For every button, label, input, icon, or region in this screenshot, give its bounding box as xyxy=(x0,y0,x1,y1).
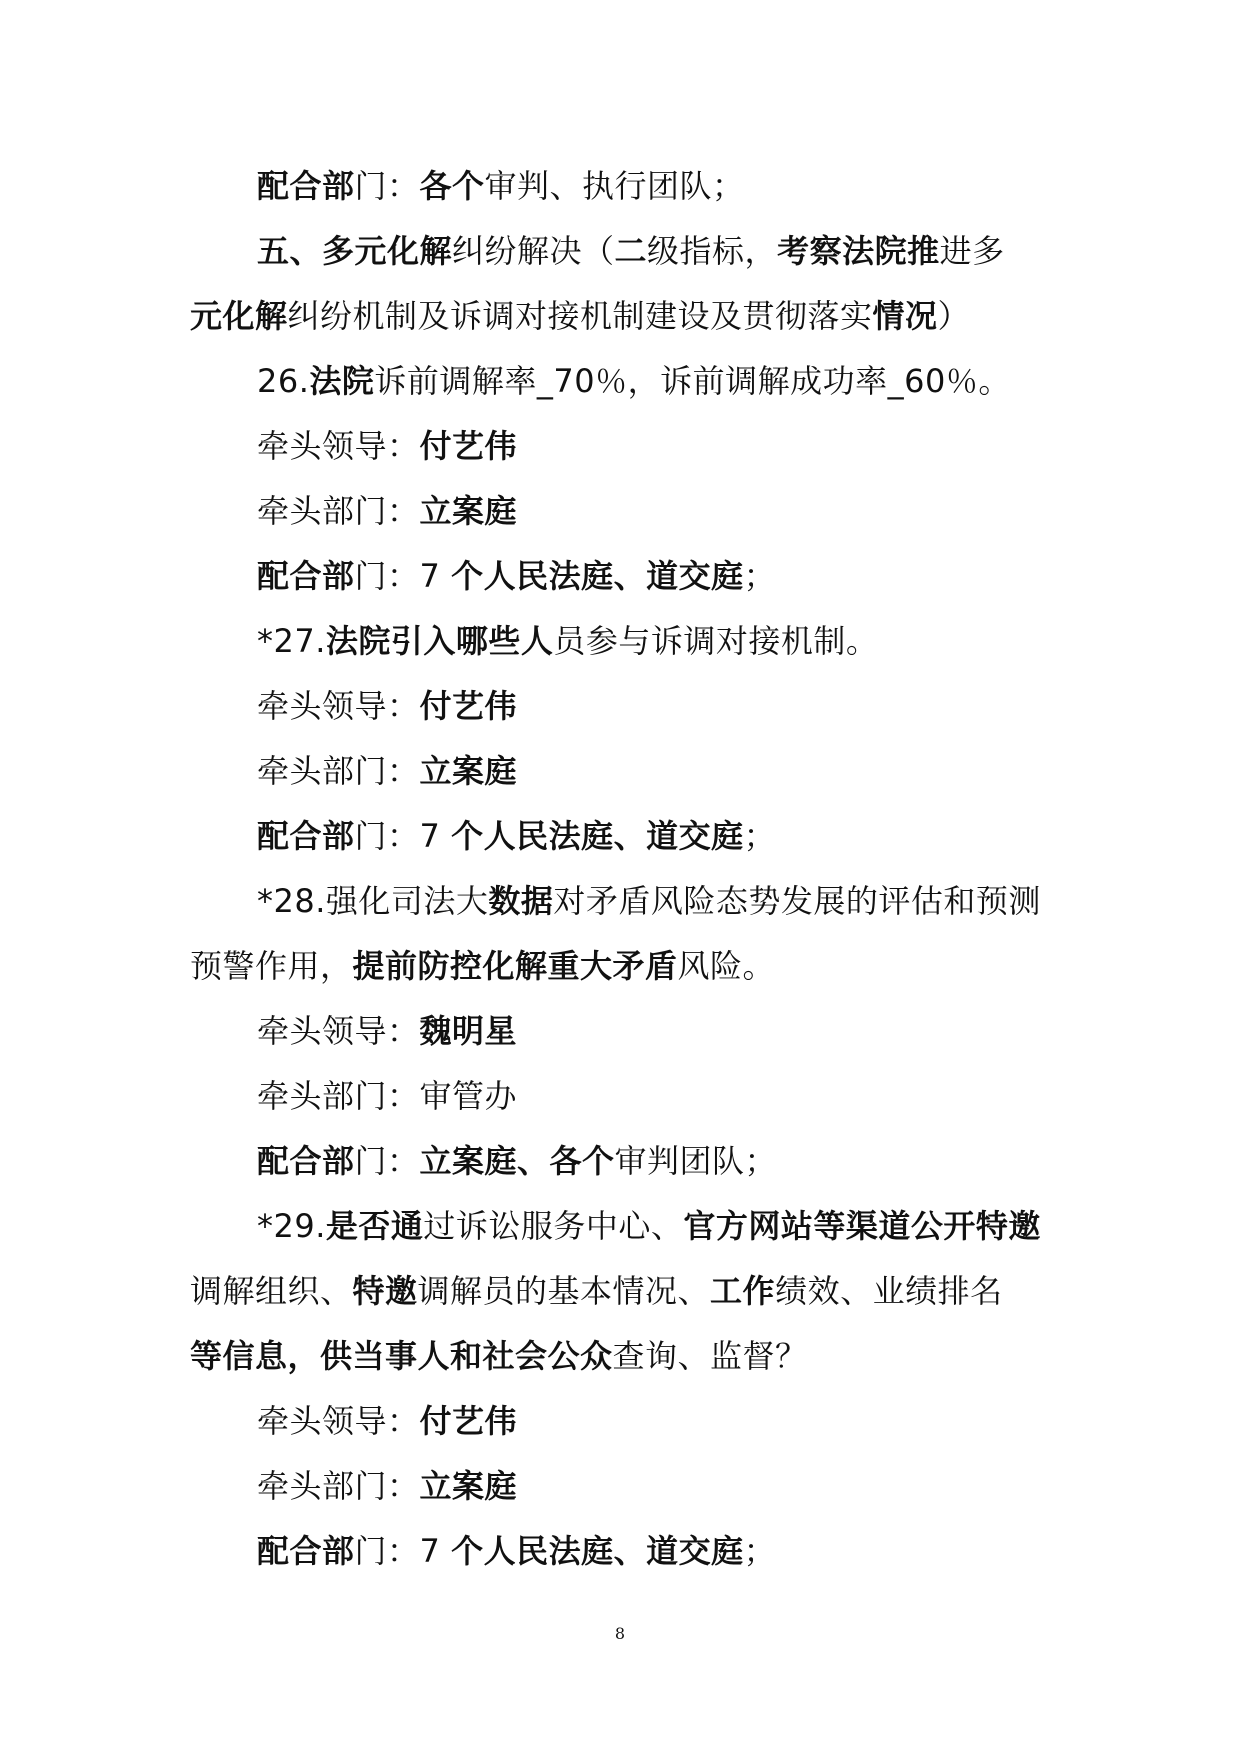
bold-text-segment: 考察法院推 xyxy=(777,232,940,270)
bold-text-segment: 魏明星 xyxy=(419,1012,518,1050)
text-segment: 牵头部门：审管办 xyxy=(257,1077,518,1115)
section-heading xyxy=(257,229,1005,273)
text-segment: 查询、监督？ xyxy=(612,1337,808,1375)
text-segment: 门： xyxy=(354,1142,420,1180)
bold-text-segment: 立案庭 xyxy=(419,752,518,790)
text-segment: 牵头领导： xyxy=(257,1402,420,1440)
text-segment: 牵头部门： xyxy=(257,1467,420,1505)
text-segment: 牵头领导： xyxy=(257,687,420,725)
cooperating-department xyxy=(257,554,776,598)
text-segment: 门：7 xyxy=(354,557,452,595)
item-27 xyxy=(257,619,878,663)
bold-text-segment: 配合部 xyxy=(257,817,355,855)
bold-text-segment: 五、多元化解 xyxy=(257,232,453,270)
text-segment: 牵头部门： xyxy=(257,492,420,530)
bold-text-segment: 官方网站等渠道公开特邀 xyxy=(683,1207,1041,1245)
text-segment: ） xyxy=(937,297,971,335)
bold-text-segment: 付艺伟 xyxy=(419,687,518,725)
text-segment: 牵头领导： xyxy=(257,1012,420,1050)
bold-text-segment: 数据 xyxy=(488,882,554,920)
lead-leader xyxy=(257,1399,517,1443)
bold-text-segment: 个人民法庭、道交庭 xyxy=(451,557,744,595)
lead-department xyxy=(257,1464,517,1508)
text-segment: 过诉讼服务中心、 xyxy=(423,1207,684,1245)
text-segment: 审判团队； xyxy=(614,1142,778,1180)
text-segment: *28.强化司法大 xyxy=(257,882,489,920)
bold-text-segment: 提前防控化解重大矛盾 xyxy=(352,947,678,985)
text-segment: 级指标， xyxy=(647,232,778,270)
lead-department xyxy=(257,749,517,793)
text-segment: *29. xyxy=(257,1207,326,1245)
text-segment: 纠纷机制及诉调对接机制建设及贯彻落实 xyxy=(287,297,873,335)
text-segment: 绩效、业绩排名 xyxy=(775,1272,1003,1310)
text-segment: 员参与诉调对接机制。 xyxy=(553,622,879,660)
bold-text-segment: 立案庭 xyxy=(419,492,518,530)
lead-department xyxy=(257,1074,517,1118)
bold-text-segment: 元化解 xyxy=(190,297,288,335)
text-segment: *27. xyxy=(257,622,326,660)
lead-leader xyxy=(257,1009,517,1053)
bold-text-segment: 配合部 xyxy=(257,1142,355,1180)
text-segment: 纠纷解决（ xyxy=(452,232,615,270)
text-segment: 门：7 xyxy=(354,1532,452,1570)
text-segment: 牵头领导： xyxy=(257,427,420,465)
bold-text-segment: 工作 xyxy=(710,1272,776,1310)
text-segment: 诉前调解率_70％，诉前调解成功率_60％。 xyxy=(374,362,1011,400)
bold-text-segment: 二 xyxy=(614,232,648,270)
bold-text-segment: 特邀 xyxy=(352,1272,418,1310)
text-segment: 牵头部门： xyxy=(257,752,420,790)
bold-text-segment: 法院 xyxy=(309,362,375,400)
text-line xyxy=(257,164,745,208)
item-29-cont xyxy=(190,1269,1003,1313)
item-29-cont xyxy=(190,1334,808,1378)
text-segment: 风险。 xyxy=(677,947,776,985)
item-28-cont xyxy=(190,944,775,988)
text-segment: 调解员的基本情况、 xyxy=(417,1272,711,1310)
item-26 xyxy=(257,359,1011,403)
text-segment: 进多 xyxy=(939,232,1005,270)
lead-leader xyxy=(257,424,517,468)
cooperating-department xyxy=(257,814,776,858)
bold-text-segment: 各个 xyxy=(419,167,485,205)
item-29 xyxy=(257,1204,1041,1248)
bold-text-segment: 等信息，供当事人和社会公众 xyxy=(190,1337,613,1375)
bold-text-segment: 付艺伟 xyxy=(419,427,518,465)
text-segment: 门： xyxy=(354,167,420,205)
text-segment: 门：7 xyxy=(354,817,452,855)
bold-text-segment: 配合部 xyxy=(257,167,355,205)
bold-text-segment: 法院引入哪些人 xyxy=(325,622,554,660)
bold-text-segment: 立案庭、各个 xyxy=(419,1142,615,1180)
bold-text-segment: 配合部 xyxy=(257,557,355,595)
item-28 xyxy=(257,879,1041,923)
page-number: 8 xyxy=(614,1624,626,1643)
text-segment: ； xyxy=(743,557,777,595)
cooperating-department xyxy=(257,1529,776,1573)
text-segment: 审判、执行团队； xyxy=(484,167,745,205)
cooperating-department xyxy=(257,1139,777,1183)
bold-text-segment: 立案庭 xyxy=(419,1467,518,1505)
text-segment: ； xyxy=(743,1532,777,1570)
lead-department xyxy=(257,489,517,533)
text-segment: 26. xyxy=(257,362,310,400)
lead-leader xyxy=(257,684,517,728)
bold-text-segment: 个人民法庭、道交庭 xyxy=(451,817,744,855)
text-segment: 对矛盾风险态势发展的评估和预测 xyxy=(553,882,1041,920)
bold-text-segment: 配合部 xyxy=(257,1532,355,1570)
bold-text-segment: 情况 xyxy=(872,297,938,335)
text-segment: ； xyxy=(743,817,777,855)
section-heading-cont xyxy=(190,294,970,338)
bold-text-segment: 个人民法庭、道交庭 xyxy=(451,1532,744,1570)
bold-text-segment: 是否通 xyxy=(325,1207,424,1245)
text-segment: 预警作用， xyxy=(190,947,353,985)
bold-text-segment: 付艺伟 xyxy=(419,1402,518,1440)
text-segment: 调解组织、 xyxy=(190,1272,353,1310)
